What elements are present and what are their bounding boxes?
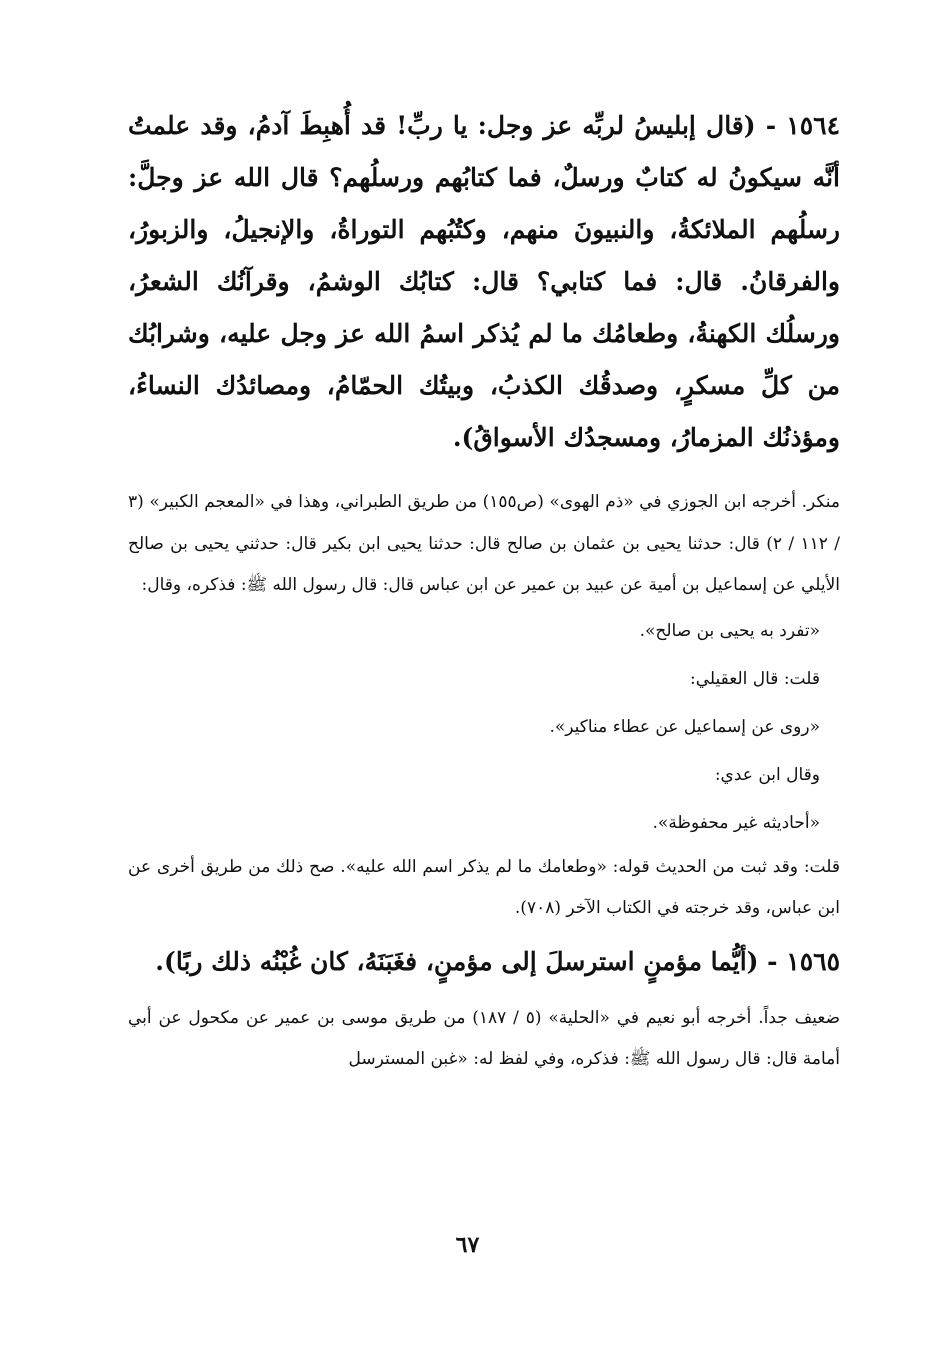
quoted-text: «أحاديثه غير محفوظة». — [652, 812, 820, 833]
quoted-text: «تفرد به يحيى بن صالح». — [639, 620, 820, 641]
hadith-number: ١٥٦٥ — [786, 946, 840, 976]
commentary-line: قلت: قال العقيلي: — [690, 668, 820, 689]
commentary-paragraph: ضعيف جداً. أخرجه أبو نعيم في «الحلية» (٥ / ١٨٧) من طريق موسى بن عمير عن مكحول عن أبي أمامة قال: قال رسول الله ﷺ: فذكره، وفي لفظ له: «غبن المسترسل — [128, 1007, 841, 1069]
page-number: ٦٧ — [455, 1232, 480, 1258]
hadith-text: - (قال إبليسُ لربِّه عز وجل: يا ربِّ! قد أُهبِطَ آدمُ، وقد علمتُ أنَّه سيكونُ له كتابٌ ورسلٌ، فما كتابُهم ورسلُهم؟ قال الله عز وجلَّ: رسلُهم الملائكةُ، والنبيونَ منهم، وكتُبُهم التوراةُ، والإنجيلُ، والزبورُ، والفرقانُ. قال: فما كتابي؟ قال: كتابُك الوشمُ، وقرآنُك الشعرُ، ورسلُك الكهنةُ، وطعامُك ما لم يُذكر اسمُ الله عز وجل عليه، وشرابُك من كلِّ مسكرٍ، وصدقُك الكذبُ، وبيتُك الحمّامُ، ومصائدُك النساءُ، ومؤذنُك المزمارُ، ومسجدُك الأسواقُ). — [128, 111, 840, 452]
commentary-paragraph: منكر. أخرجه ابن الجوزي في «ذم الهوى» (ص١٥٥) من طريق الطبراني، وهذا في «المعجم الكبير» (٣ / ١١٢ / ٢) قال: حدثنا يحيى بن عثمان بن صالح قال: حدثنا يحيى ابن بكير قال: حدثني يحيى بن صالح الأيلي عن إسماعيل بن أمية عن عبيد بن عمير عن ابن عباس قال: قال رسول الله ﷺ: فذكره، وقال: — [128, 492, 841, 595]
page-body — [128, 100, 840, 1081]
commentary-paragraph: قلت: وقد ثبت من الحديث قوله: «وطعامك ما لم يذكر اسم الله عليه». صح ذلك من طريق أخرى عن ابن عباس، وقد خرجته في الكتاب الآخر (٧٠٨). — [128, 856, 840, 918]
commentary-1565 — [128, 998, 840, 1081]
commentary-1564 — [128, 482, 840, 930]
commentary-line: وقال ابن عدي: — [714, 764, 820, 785]
hadith-text: - (أيُّما مؤمنٍ استرسلَ إلى مؤمنٍ، فغَبَنَهُ، كان غُبْنُه ذلك ربًا). — [155, 946, 778, 976]
hadith-1565 — [128, 936, 840, 988]
hadith-number: ١٥٦٤ — [786, 111, 840, 140]
quoted-text: «روى عن إسماعيل عن عطاء مناكير». — [549, 716, 820, 737]
hadith-1564 — [128, 100, 840, 464]
